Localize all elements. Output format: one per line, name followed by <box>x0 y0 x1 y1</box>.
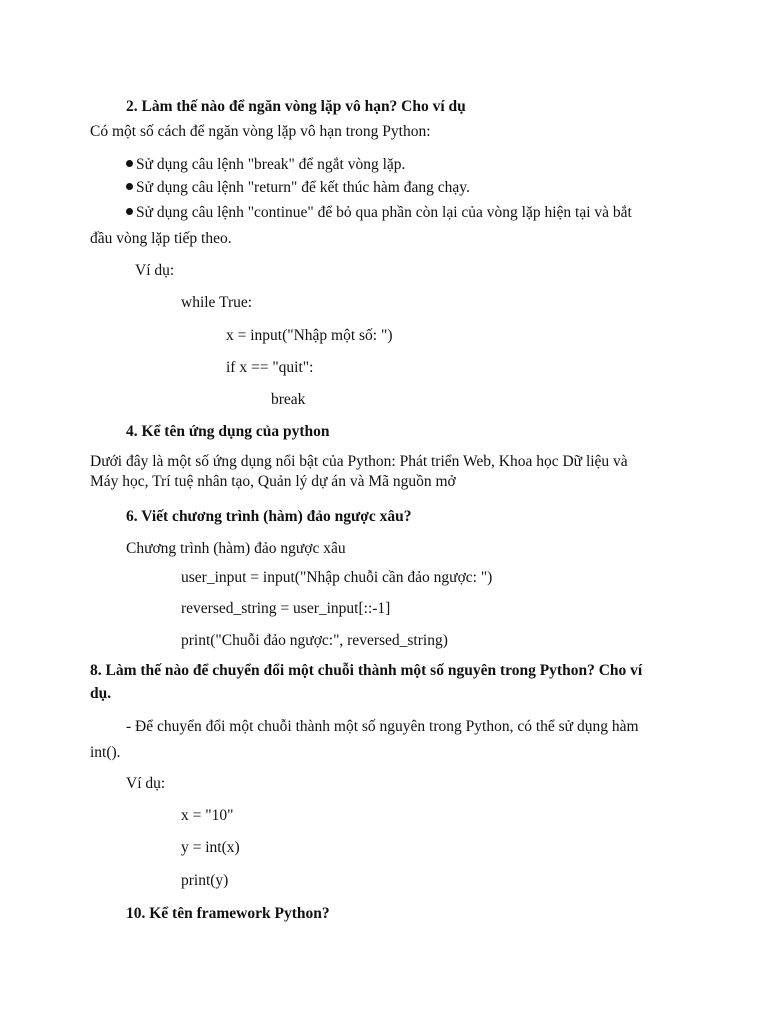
q8-code-line-3: print(y) <box>181 872 229 889</box>
q2-bullet-1 <box>126 155 405 175</box>
q8-code-line-2: y = int(x) <box>181 839 240 856</box>
q8-heading-line-1: 8. Làm thế nào để chuyển đổi một chuỗi thành một số nguyên trong Python? Cho ví <box>90 662 643 679</box>
q8-example-label: Ví dụ: <box>126 775 166 792</box>
q2-bullet-2 <box>126 178 470 198</box>
q4-body-line-2: Máy học, Trí tuệ nhân tạo, Quản lý dự án và Mã nguồn mở <box>90 473 456 490</box>
q2-bullet-1-text: Sử dụng câu lệnh "break" để ngắt vòng lặp. <box>136 156 406 173</box>
q2-code-line-4: break <box>271 391 306 408</box>
bullet-icon <box>126 183 133 190</box>
q2-code-line-3: if x == "quit": <box>226 359 314 376</box>
q2-bullet-3-text: Sử dụng câu lệnh "continue" để bỏ qua phần còn lại của vòng lặp hiện tại và bắt <box>136 204 632 221</box>
q6-heading: 6. Viết chương trình (hàm) đảo ngược xâu? <box>126 508 412 525</box>
q2-code-line-2: x = input("Nhập một số: ") <box>226 327 393 344</box>
q8-code-line-1: x = "10" <box>181 807 234 824</box>
q8-heading-line-2: dụ. <box>90 685 112 702</box>
q2-example-label: Ví dụ: <box>135 262 175 279</box>
q2-intro: Có một số cách để ngăn vòng lặp vô hạn trong Python: <box>90 123 431 140</box>
q6-code-line-3: print("Chuỗi đảo ngược:", reversed_string) <box>181 632 448 649</box>
bullet-icon <box>126 160 133 167</box>
q6-code-line-1: user_input = input("Nhập chuỗi cần đảo ngược: ") <box>181 569 493 586</box>
q4-body-line-1: Dưới đây là một số ứng dụng nổi bật của Python: Phát triển Web, Khoa học Dữ liệu và <box>90 453 628 470</box>
q4-heading: 4. Kể tên ứng dụng của python <box>126 423 330 440</box>
q2-heading: 2. Làm thế nào để ngăn vòng lặp vô hạn? Cho ví dụ <box>126 98 466 115</box>
q10-heading: 10. Kể tên framework Python? <box>126 905 330 922</box>
q2-bullet-2-text: Sử dụng câu lệnh "return" để kết thúc hàm đang chạy. <box>136 179 470 196</box>
q2-bullet-3 <box>126 203 632 223</box>
q8-body-line-2: int(). <box>90 744 121 761</box>
q6-intro: Chương trình (hàm) đảo ngược xâu <box>126 540 346 557</box>
q8-body-line-1: - Để chuyển đổi một chuỗi thành một số nguyên trong Python, có thể sử dụng hàm <box>126 718 639 735</box>
q6-code-line-2: reversed_string = user_input[::-1] <box>181 600 391 617</box>
q2-bullet-3-continuation: đầu vòng lặp tiếp theo. <box>90 230 232 247</box>
bullet-icon <box>126 208 133 215</box>
q2-code-line-1: while True: <box>181 294 253 311</box>
